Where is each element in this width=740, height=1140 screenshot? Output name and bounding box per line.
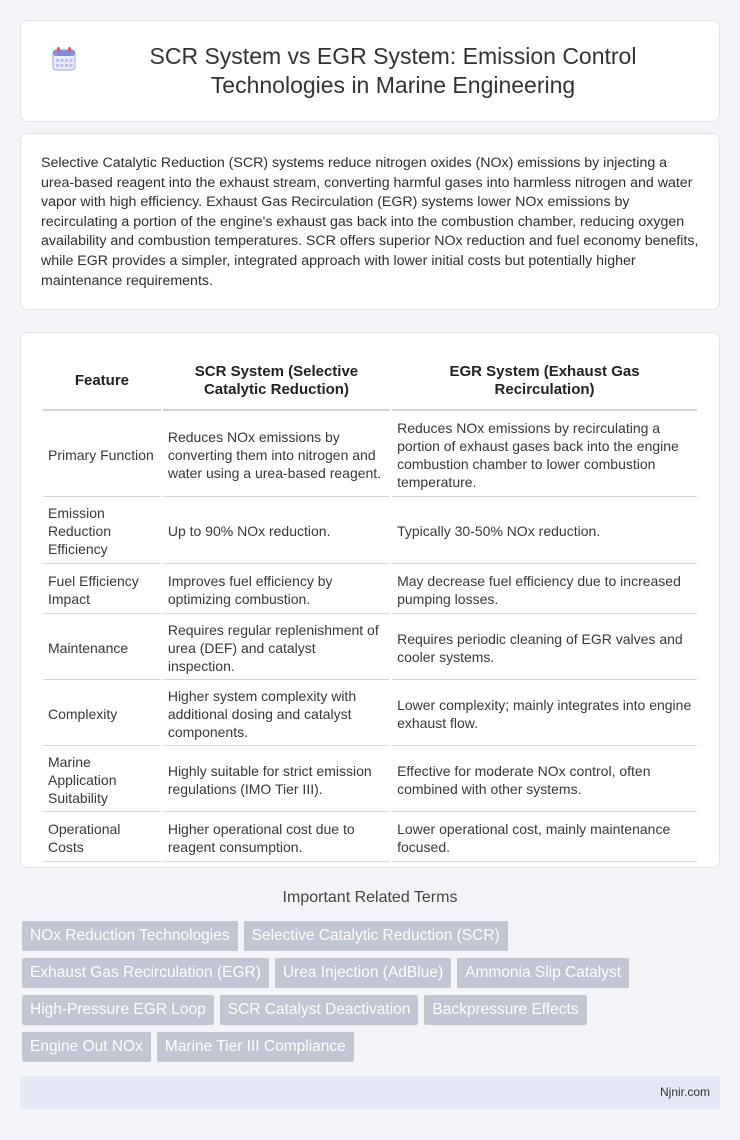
related-terms-tags [22,921,722,1069]
title-card [20,20,720,122]
egr-cell: Requires periodic cleaning of EGR valves and cooler systems. [392,616,697,680]
header-scr: SCR System (Selective Catalytic Reduction) [163,353,390,411]
egr-cell: Lower operational cost, mainly maintenance focused. [392,814,697,862]
title-row [21,42,719,100]
comparison-table [41,351,699,864]
scr-cell: Higher operational cost due to reagent consumption. [163,814,390,862]
tag-urea-injection[interactable]: Urea Injection (AdBlue) [275,958,451,988]
tag-row [22,958,722,988]
scr-cell: Up to 90% NOx reduction. [163,499,390,564]
feature-cell: Operational Costs [43,814,161,862]
table-row [43,413,697,497]
header-egr: EGR System (Exhaust Gas Recirculation) [392,353,697,411]
intro-card [20,133,720,310]
egr-cell: May decrease fuel efficiency due to increased pumping losses. [392,566,697,614]
table-row [43,616,697,680]
scr-cell: Requires regular replenishment of urea (DEF) and catalyst inspection. [163,616,390,680]
tag-backpressure-effects[interactable]: Backpressure Effects [424,995,586,1025]
table-row [43,566,697,614]
page-title: SCR System vs EGR System: Emission Control Technologies in Marine Engineering [149,43,637,98]
scr-cell: Highly suitable for strict emission regulations (IMO Tier III). [163,748,390,812]
feature-cell: Fuel Efficiency Impact [43,566,161,614]
tag-selective-catalytic-reduction[interactable]: Selective Catalytic Reduction (SCR) [244,921,508,951]
tag-ammonia-slip-catalyst[interactable]: Ammonia Slip Catalyst [457,958,629,988]
egr-cell: Typically 30-50% NOx reduction. [392,499,697,564]
header-feature: Feature [43,353,161,411]
egr-cell: Effective for moderate NOx control, often combined with other systems. [392,748,697,812]
tag-engine-out-nox[interactable]: Engine Out NOx [22,1032,151,1062]
table-row [43,814,697,862]
feature-cell: Marine Application Suitability [43,748,161,812]
tag-row [22,921,722,951]
scr-cell: Improves fuel efficiency by optimizing combustion. [163,566,390,614]
tag-exhaust-gas-recirculation[interactable]: Exhaust Gas Recirculation (EGR) [22,958,269,988]
comparison-card [20,332,720,868]
feature-cell: Maintenance [43,616,161,680]
scr-cell: Reduces NOx emissions by converting them into nitrogen and water using a urea-based reagent. [163,413,390,497]
tag-row [22,995,722,1025]
tag-high-pressure-egr-loop[interactable]: High-Pressure EGR Loop [22,995,214,1025]
table-row [43,748,697,812]
footer-site-link[interactable]: Njnir.com [659,1085,710,1099]
related-terms-title: Important Related Terms [282,889,458,906]
tag-row [22,1032,722,1062]
footer [20,1076,720,1109]
feature-cell: Complexity [43,682,161,746]
table-header-row [43,353,697,411]
intro-paragraph: Selective Catalytic Reduction (SCR) systems reduce nitrogen oxides (NOx) emissions by injecting a urea-based reagent into the exhaust stream, converting harmful gases into harmless nitrogen and water vapor with high efficiency. Exhaust Gas Recirculation (EGR) systems lower NOx emissions by recirculating a portion of the engine's exhaust gas back into the combustion chamber, reducing oxygen availability and combustion temperatures. SCR offers superior NOx reduction and fuel economy benefits, while EGR provides a simpler, integrated approach with lower initial costs but potentially higher maintenance requirements. [41,155,699,289]
tag-scr-catalyst-deactivation[interactable]: SCR Catalyst Deactivation [220,995,419,1025]
calendar-icon [51,46,77,72]
scr-cell: Higher system complexity with additional dosing and catalyst components. [163,682,390,746]
tag-nox-reduction-technologies[interactable]: NOx Reduction Technologies [22,921,238,951]
tag-marine-tier-iii-compliance[interactable]: Marine Tier III Compliance [157,1032,354,1062]
feature-cell: Emission Reduction Efficiency [43,499,161,564]
table-row [43,682,697,746]
egr-cell: Lower complexity; mainly integrates into engine exhaust flow. [392,682,697,746]
egr-cell: Reduces NOx emissions by recirculating a portion of exhaust gases back into the engine combustion chamber to lower combustion temperature. [392,413,697,497]
feature-cell: Primary Function [43,413,161,497]
table-row [43,499,697,564]
